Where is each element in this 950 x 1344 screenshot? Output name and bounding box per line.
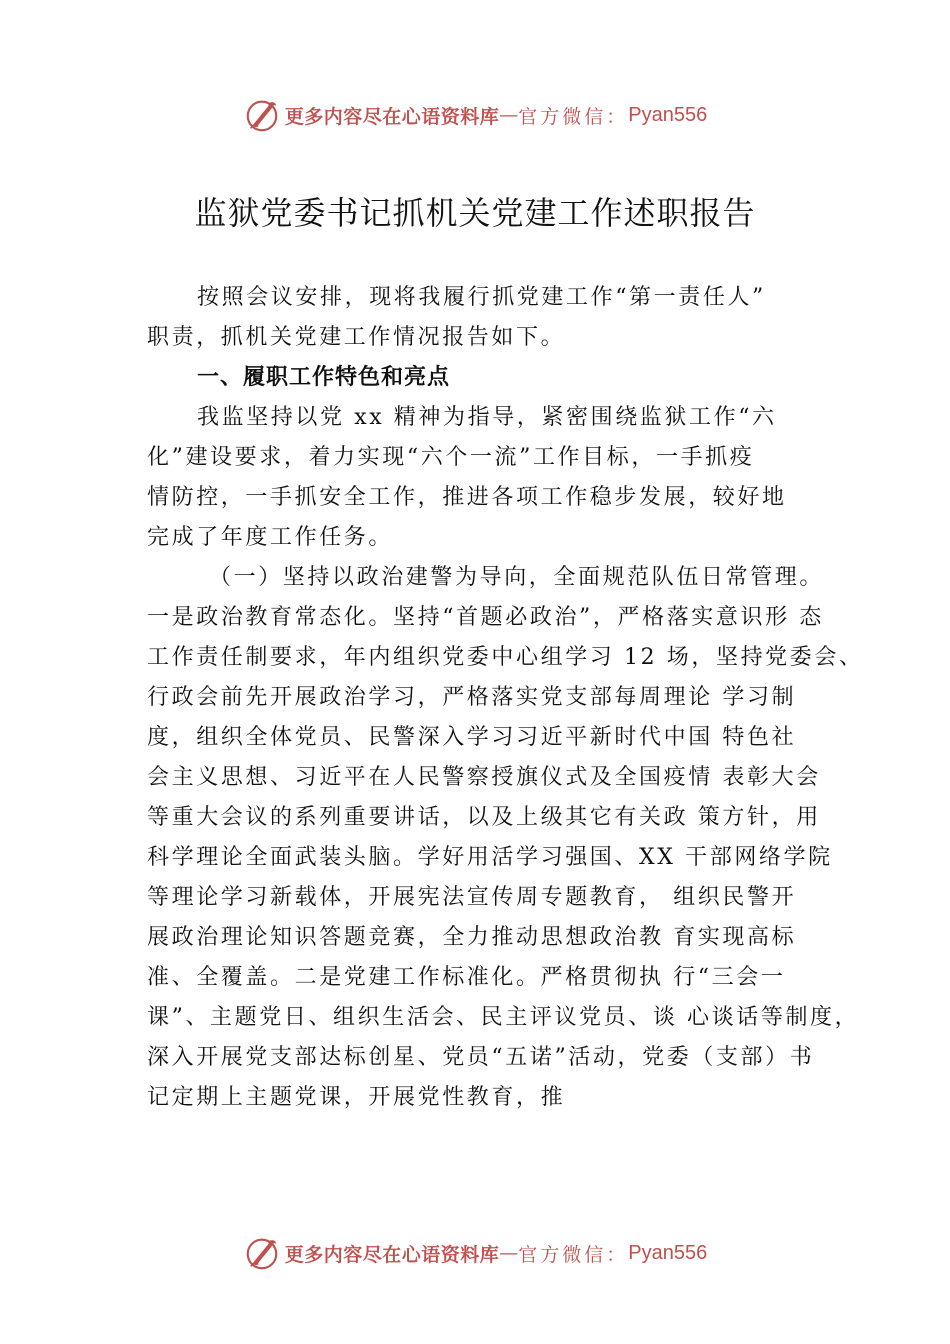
watermark-wechat-label: 官方微信： <box>518 1243 629 1266</box>
text-line: 我监坚持以党 xx 精神为指导，紧密围绕监狱工作“六 <box>197 405 777 430</box>
watermark-main-text: 更多内容尽在心语资料库 <box>284 1243 500 1266</box>
text-line: 会主义思想、习近平在人民警察授旗仪式及全国疫情 表彰大会 <box>147 765 821 790</box>
watermark-wechat-label: 官方微信： <box>518 105 629 128</box>
document-body <box>147 278 864 1118</box>
watermark-header <box>0 95 950 135</box>
intro-paragraph <box>147 278 847 318</box>
paragraph-1 <box>147 398 847 558</box>
text-line: 一是政治教育常态化。坚持“首题必政治”，严格落实意识形 态 <box>147 605 824 630</box>
section-heading: 一、履职工作特色和亮点 <box>197 365 451 390</box>
text-line: 行政会前先开展政治学习，严格落实党支部每周理论 学习制 <box>147 685 797 710</box>
text-line: 度，组织全体党员、民警深入学习习近平新时代中国 特色社 <box>147 725 797 750</box>
watermark-wechat-id: Pyan556 <box>628 103 708 126</box>
text-line: 按照会议安排，现将我履行抓党建工作“第一责任人” <box>197 285 766 310</box>
text-line: 深入开展党支部达标创星、党员“五诺”活动，党委（支部）书 <box>147 1045 815 1070</box>
quill-logo-icon <box>243 1234 281 1272</box>
text-line: 准、全覆盖。二是党建工作标准化。严格贯彻执 行“三会一 <box>147 965 786 990</box>
text-line: 情防控，一手抓安全工作，推进各项工作稳步发展，较好地 <box>147 485 787 510</box>
text-line: 课”、主题党日、组织生活会、民主评议党员、谈 心谈话等制度， <box>147 1005 860 1030</box>
document-title: 监狱党委书记抓机关党建工作述职报告 <box>194 194 756 232</box>
watermark-separator: — <box>499 104 519 126</box>
text-line: 工作责任制要求，年内组织党委中心组学习 12 场，坚持党委会、 <box>147 645 864 670</box>
text-line: 等理论学习新载体，开展宪法宣传周专题教育， 组织民警开 <box>147 885 797 910</box>
watermark-wechat-id: Pyan556 <box>628 1241 708 1264</box>
quill-logo-icon <box>243 96 281 134</box>
text-line: 展政治理论知识答题竞赛，全力推动思想政治教 育实现高标 <box>147 925 797 950</box>
text-line: 完成了年度工作任务。 <box>147 525 394 550</box>
watermark-footer <box>0 1233 950 1273</box>
intro-paragraph-cont <box>147 318 847 358</box>
watermark-separator: — <box>499 1242 519 1264</box>
paragraph-2 <box>147 558 864 1118</box>
text-line: （一）坚持以政治建警为导向，全面规范队伍日常管理。 <box>209 565 825 590</box>
text-line: 记定期上主题党课，开展党性教育，推 <box>147 1085 566 1110</box>
text-line: 科学理论全面武装头脑。学好用活学习强国、XX 干部网络学院 <box>147 845 833 870</box>
text-line: 化”建设要求，着力实现“六个一流”工作目标，一手抓疫 <box>147 445 755 470</box>
watermark-main-text: 更多内容尽在心语资料库 <box>284 105 500 128</box>
text-line: 职责，抓机关党建工作情况报告如下。 <box>147 325 566 350</box>
text-line: 等重大会议的系列重要讲话，以及上级其它有关政 策方针，用 <box>147 805 821 830</box>
